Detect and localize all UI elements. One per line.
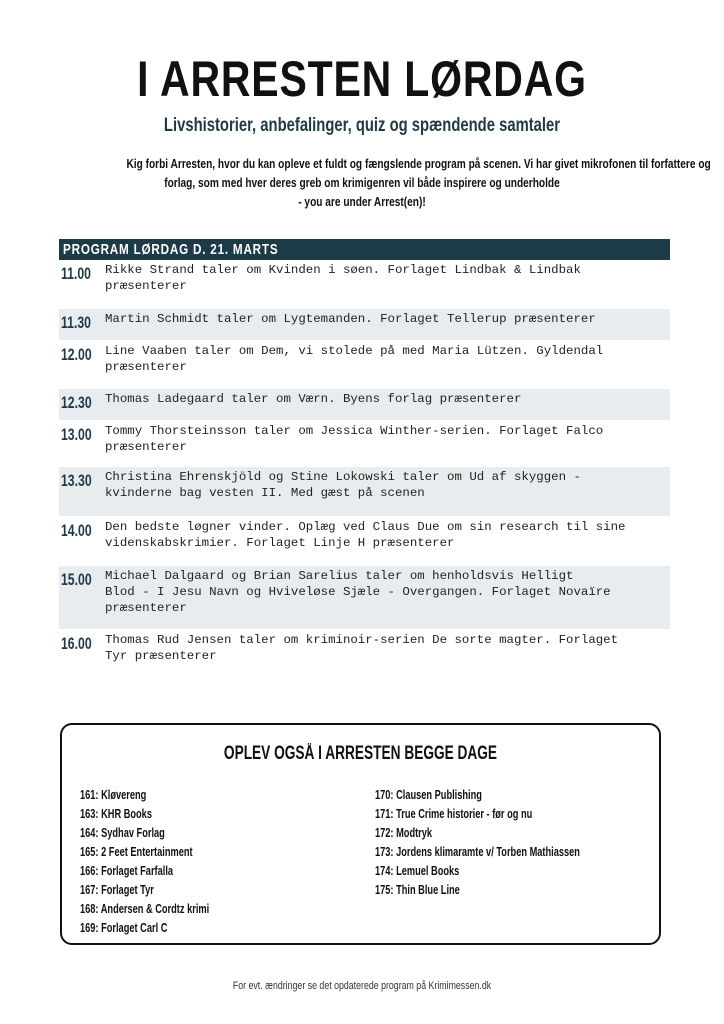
program-description xyxy=(105,632,675,664)
program-time: 16.00 xyxy=(61,634,92,653)
exhibitor-item: 165: 2 Feet Entertainment xyxy=(80,845,193,859)
program-description-line: Tyr præsenterer xyxy=(105,649,217,663)
program-description-line: præsenterer xyxy=(105,360,187,374)
program-row xyxy=(59,630,670,676)
program-row xyxy=(59,517,670,565)
exhibitor-item: 166: Forlaget Farfalla xyxy=(80,864,174,878)
exhibitors-heading: OPLEV OGSÅ I ARRESTEN BEGGE DAGE xyxy=(223,743,498,764)
page-title: I ARRESTEN LØRDAG xyxy=(137,51,587,107)
program-description-line: Michael Dalgaard og Brian Sarelius taler om henholdsvis Helligt xyxy=(105,569,574,583)
program-time: 11.00 xyxy=(61,264,91,283)
program-description xyxy=(105,519,675,551)
intro-line: Kig forbi Arresten, hvor du kan opleve et fuldt og fængslende program på scenen. Vi har givet mikrofonen til forfattere og xyxy=(126,156,711,171)
program-row xyxy=(59,341,670,387)
program-row xyxy=(59,566,670,629)
exhibitor-item: 172: Modtryk xyxy=(375,826,433,840)
program-time: 12.00 xyxy=(61,345,92,364)
program-row xyxy=(59,389,670,420)
program-description xyxy=(105,469,675,501)
footer-note: For evt. ændringer se det opdaterede program på Krimimessen.dk xyxy=(232,980,492,992)
program-row xyxy=(59,421,670,466)
program-time: 14.00 xyxy=(61,521,92,540)
exhibitor-item: 164: Sydhav Forlag xyxy=(80,826,165,840)
program-heading-bar xyxy=(59,239,670,260)
exhibitor-item: 171: True Crime historier - før og nu xyxy=(375,807,533,821)
program-description-line: Thomas Rud Jensen taler om kriminoir-serien De sorte magter. Forlaget xyxy=(105,633,619,647)
exhibitor-item: 163: KHR Books xyxy=(80,807,152,821)
program-description xyxy=(105,262,675,294)
program-description-line: Christina Ehrenskjöld og Stine Lokowski taler om Ud af skyggen - xyxy=(105,470,581,484)
program-description xyxy=(105,568,675,616)
program-time: 15.00 xyxy=(61,570,92,589)
program-description-line: Thomas Ladegaard taler om Værn. Byens forlag præsenterer xyxy=(105,392,522,406)
program-row xyxy=(59,309,670,340)
program-row xyxy=(59,467,670,516)
exhibitor-item: 174: Lemuel Books xyxy=(375,864,460,878)
program-description-line: Den bedste løgner vinder. Oplæg ved Claus Due om sin research til sine xyxy=(105,520,626,534)
exhibitor-item: 161: Kløvereng xyxy=(80,788,147,802)
program-description xyxy=(105,311,675,327)
program-description-line: præsenterer xyxy=(105,440,187,454)
exhibitor-item: 175: Thin Blue Line xyxy=(375,883,460,897)
program-description-line: Line Vaaben taler om Dem, vi stolede på med Maria Lützen. Gyldendal xyxy=(105,344,604,358)
program-row xyxy=(59,260,670,305)
exhibitors-box xyxy=(60,723,661,945)
program-time: 13.30 xyxy=(61,471,92,490)
intro-text xyxy=(126,154,711,211)
intro-line: forlag, som med hver deres greb om krimigenren vil både inspirere og underholde xyxy=(164,175,560,190)
exhibitors-right-column xyxy=(375,786,652,900)
program-description xyxy=(105,423,675,455)
program-description-line: kvinderne bag vesten II. Med gæst på scenen xyxy=(105,486,425,500)
exhibitor-item: 169: Forlaget Carl C xyxy=(80,921,168,935)
program-description-line: Blod - I Jesu Navn og Hviveløse Sjæle - Overgangen. Forlaget Novaïre xyxy=(105,585,611,599)
exhibitors-left-column xyxy=(80,786,255,938)
program-description-line: Martin Schmidt taler om Lygtemanden. Forlaget Tellerup præsenterer xyxy=(105,312,596,326)
program-time: 12.30 xyxy=(61,393,92,412)
program-time: 11.30 xyxy=(61,313,91,332)
intro-line: - you are under Arrest(en)! xyxy=(298,194,426,209)
program-description-line: præsenterer xyxy=(105,279,187,293)
exhibitor-item: 167: Forlaget Tyr xyxy=(80,883,154,897)
program-description-line: Tommy Thorsteinsson taler om Jessica Winther-serien. Forlaget Falco xyxy=(105,424,604,438)
program-heading: PROGRAM LØRDAG D. 21. MARTS xyxy=(63,241,279,258)
program-description xyxy=(105,343,675,375)
program-description-line: Rikke Strand taler om Kvinden i søen. Forlaget Lindbak & Lindbak xyxy=(105,263,581,277)
program-description-line: videnskabskrimier. Forlaget Linje H præsenterer xyxy=(105,536,455,550)
program-description xyxy=(105,391,675,407)
exhibitor-item: 168: Andersen & Cordtz krimi xyxy=(80,902,210,916)
program-description-line: præsenterer xyxy=(105,601,187,615)
exhibitor-item: 170: Clausen Publishing xyxy=(375,788,482,802)
exhibitor-item: 173: Jordens klimaramte v/ Torben Mathiassen xyxy=(375,845,580,859)
page-subtitle: Livshistorier, anbefalinger, quiz og spændende samtaler xyxy=(163,115,561,136)
program-time: 13.00 xyxy=(61,425,92,444)
